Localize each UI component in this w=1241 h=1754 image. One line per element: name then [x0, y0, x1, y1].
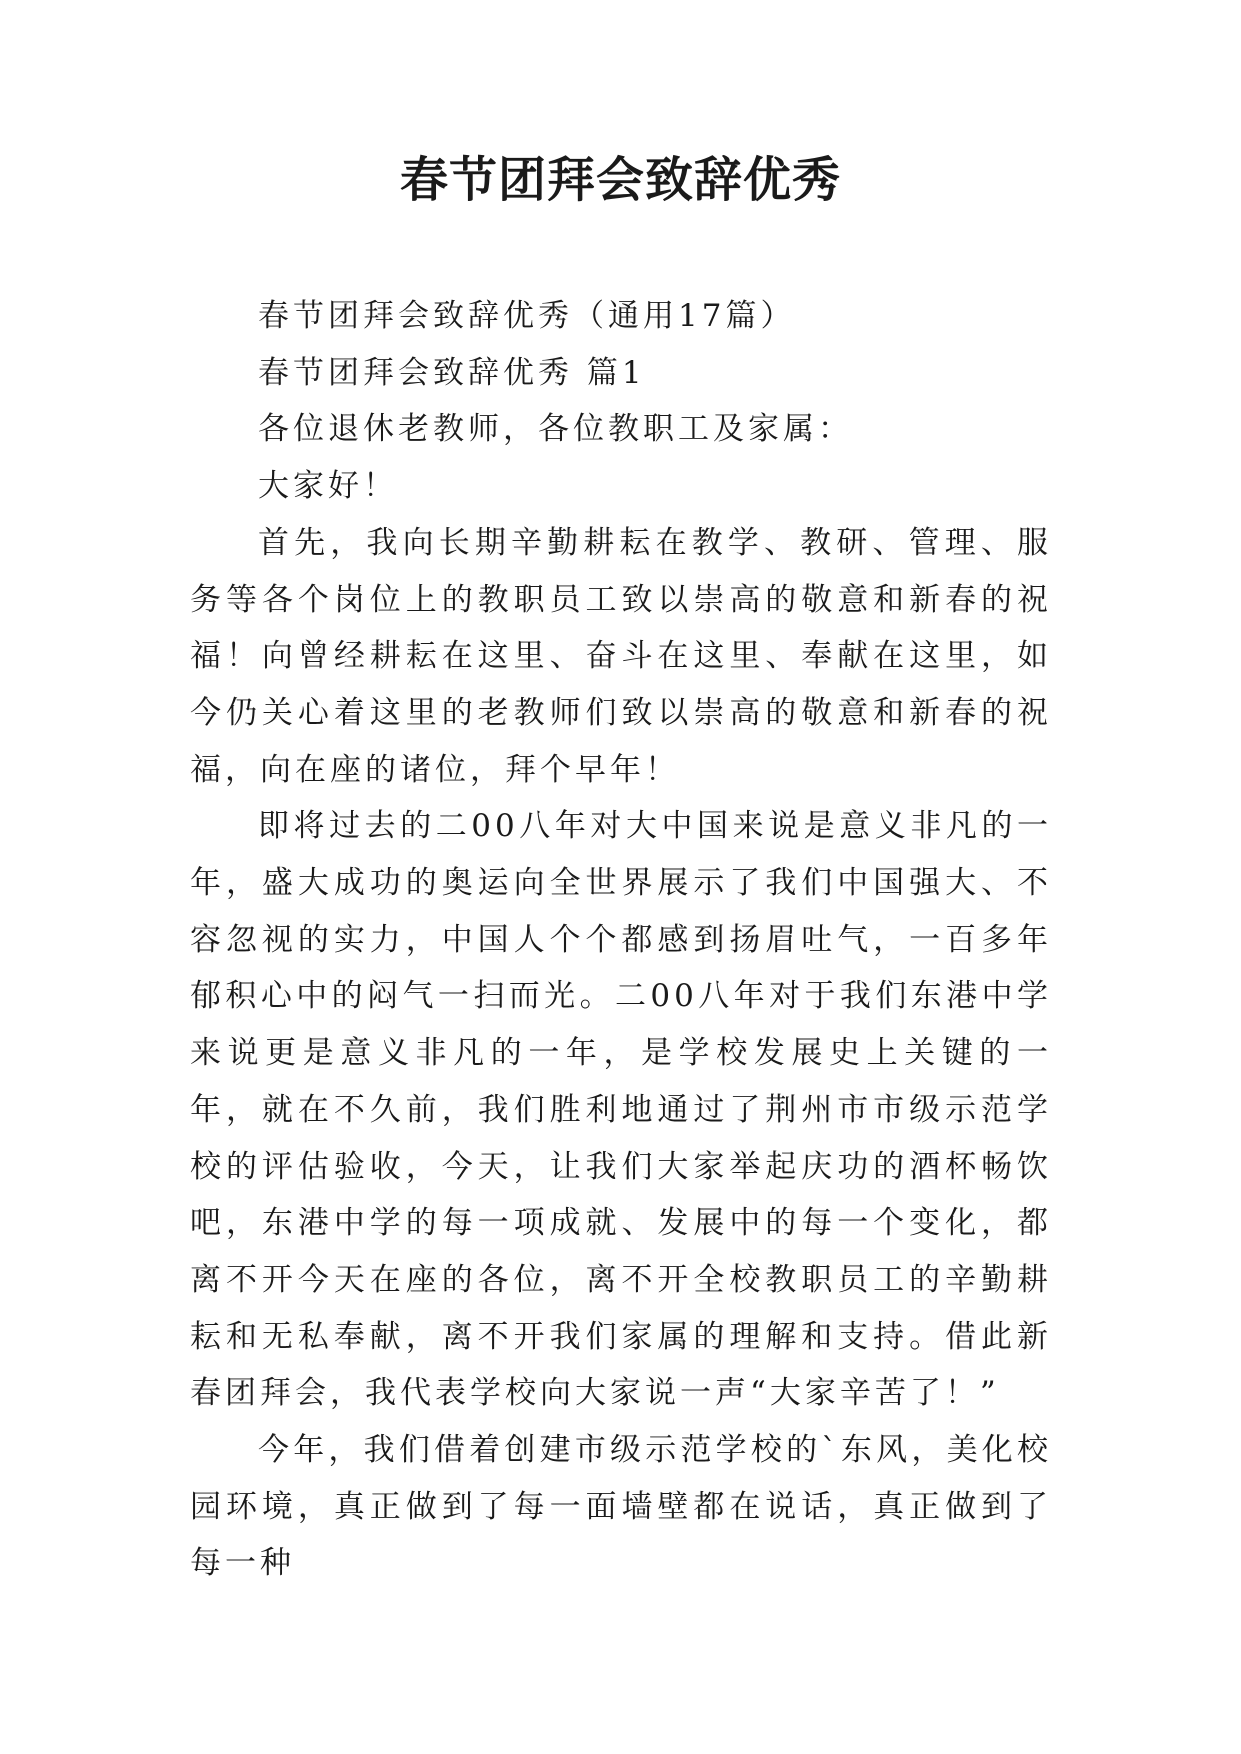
section-heading: 春节团拜会致辞优秀 篇1	[258, 354, 646, 391]
body-paragraph: 即将过去的二00八年对大中国来说是意义非凡的一年，盛大成功的奥运向全世界展示了我们中国强大、不容忽视的实力，中国人个个都感到扬眉吐气，一百多年郁积心中的闷气一扫而光。二00八年对于我们东港中学来说更是意义非凡的一年，是学校发展史上关键的一年，就在不久前，我们胜利地通过了荆州市市级示范学校的评估验收，今天，让我们大家举起庆功的酒杯畅饮吧，东港中学的每一项成就、发展中的每一个变化，都离不开今天在座的各位，离不开全校教职员工的辛勤耕耘和无私奉献，离不开我们家属的理解和支持。借此新春团拜会，我代表学校向大家说一声“大家辛苦了！”	[190, 808, 1052, 1412]
greeting: 大家好！	[258, 468, 398, 505]
document-body	[190, 288, 1052, 1592]
document-title: 春节团拜会致辞优秀	[399, 152, 841, 208]
body-paragraph: 今年，我们借着创建市级示范学校的`东风，美化校园环境，真正做到了每一面墙壁都在说话，真正做到了每一种	[190, 1432, 1052, 1582]
salutation: 各位退休老教师，各位教职工及家属：	[258, 411, 853, 448]
body-paragraph: 首先，我向长期辛勤耕耘在教学、教研、管理、服务等各个岗位上的教职员工致以崇高的敬意和新春的祝福！向曾经耕耘在这里、奋斗在这里、奉献在这里，如今仍关心着这里的老教师们致以崇高的敬意和新春的祝福，向在座的诸位，拜个早年！	[190, 524, 1052, 788]
subtitle-paragraph: 春节团拜会致辞优秀（通用17篇）	[258, 298, 796, 334]
